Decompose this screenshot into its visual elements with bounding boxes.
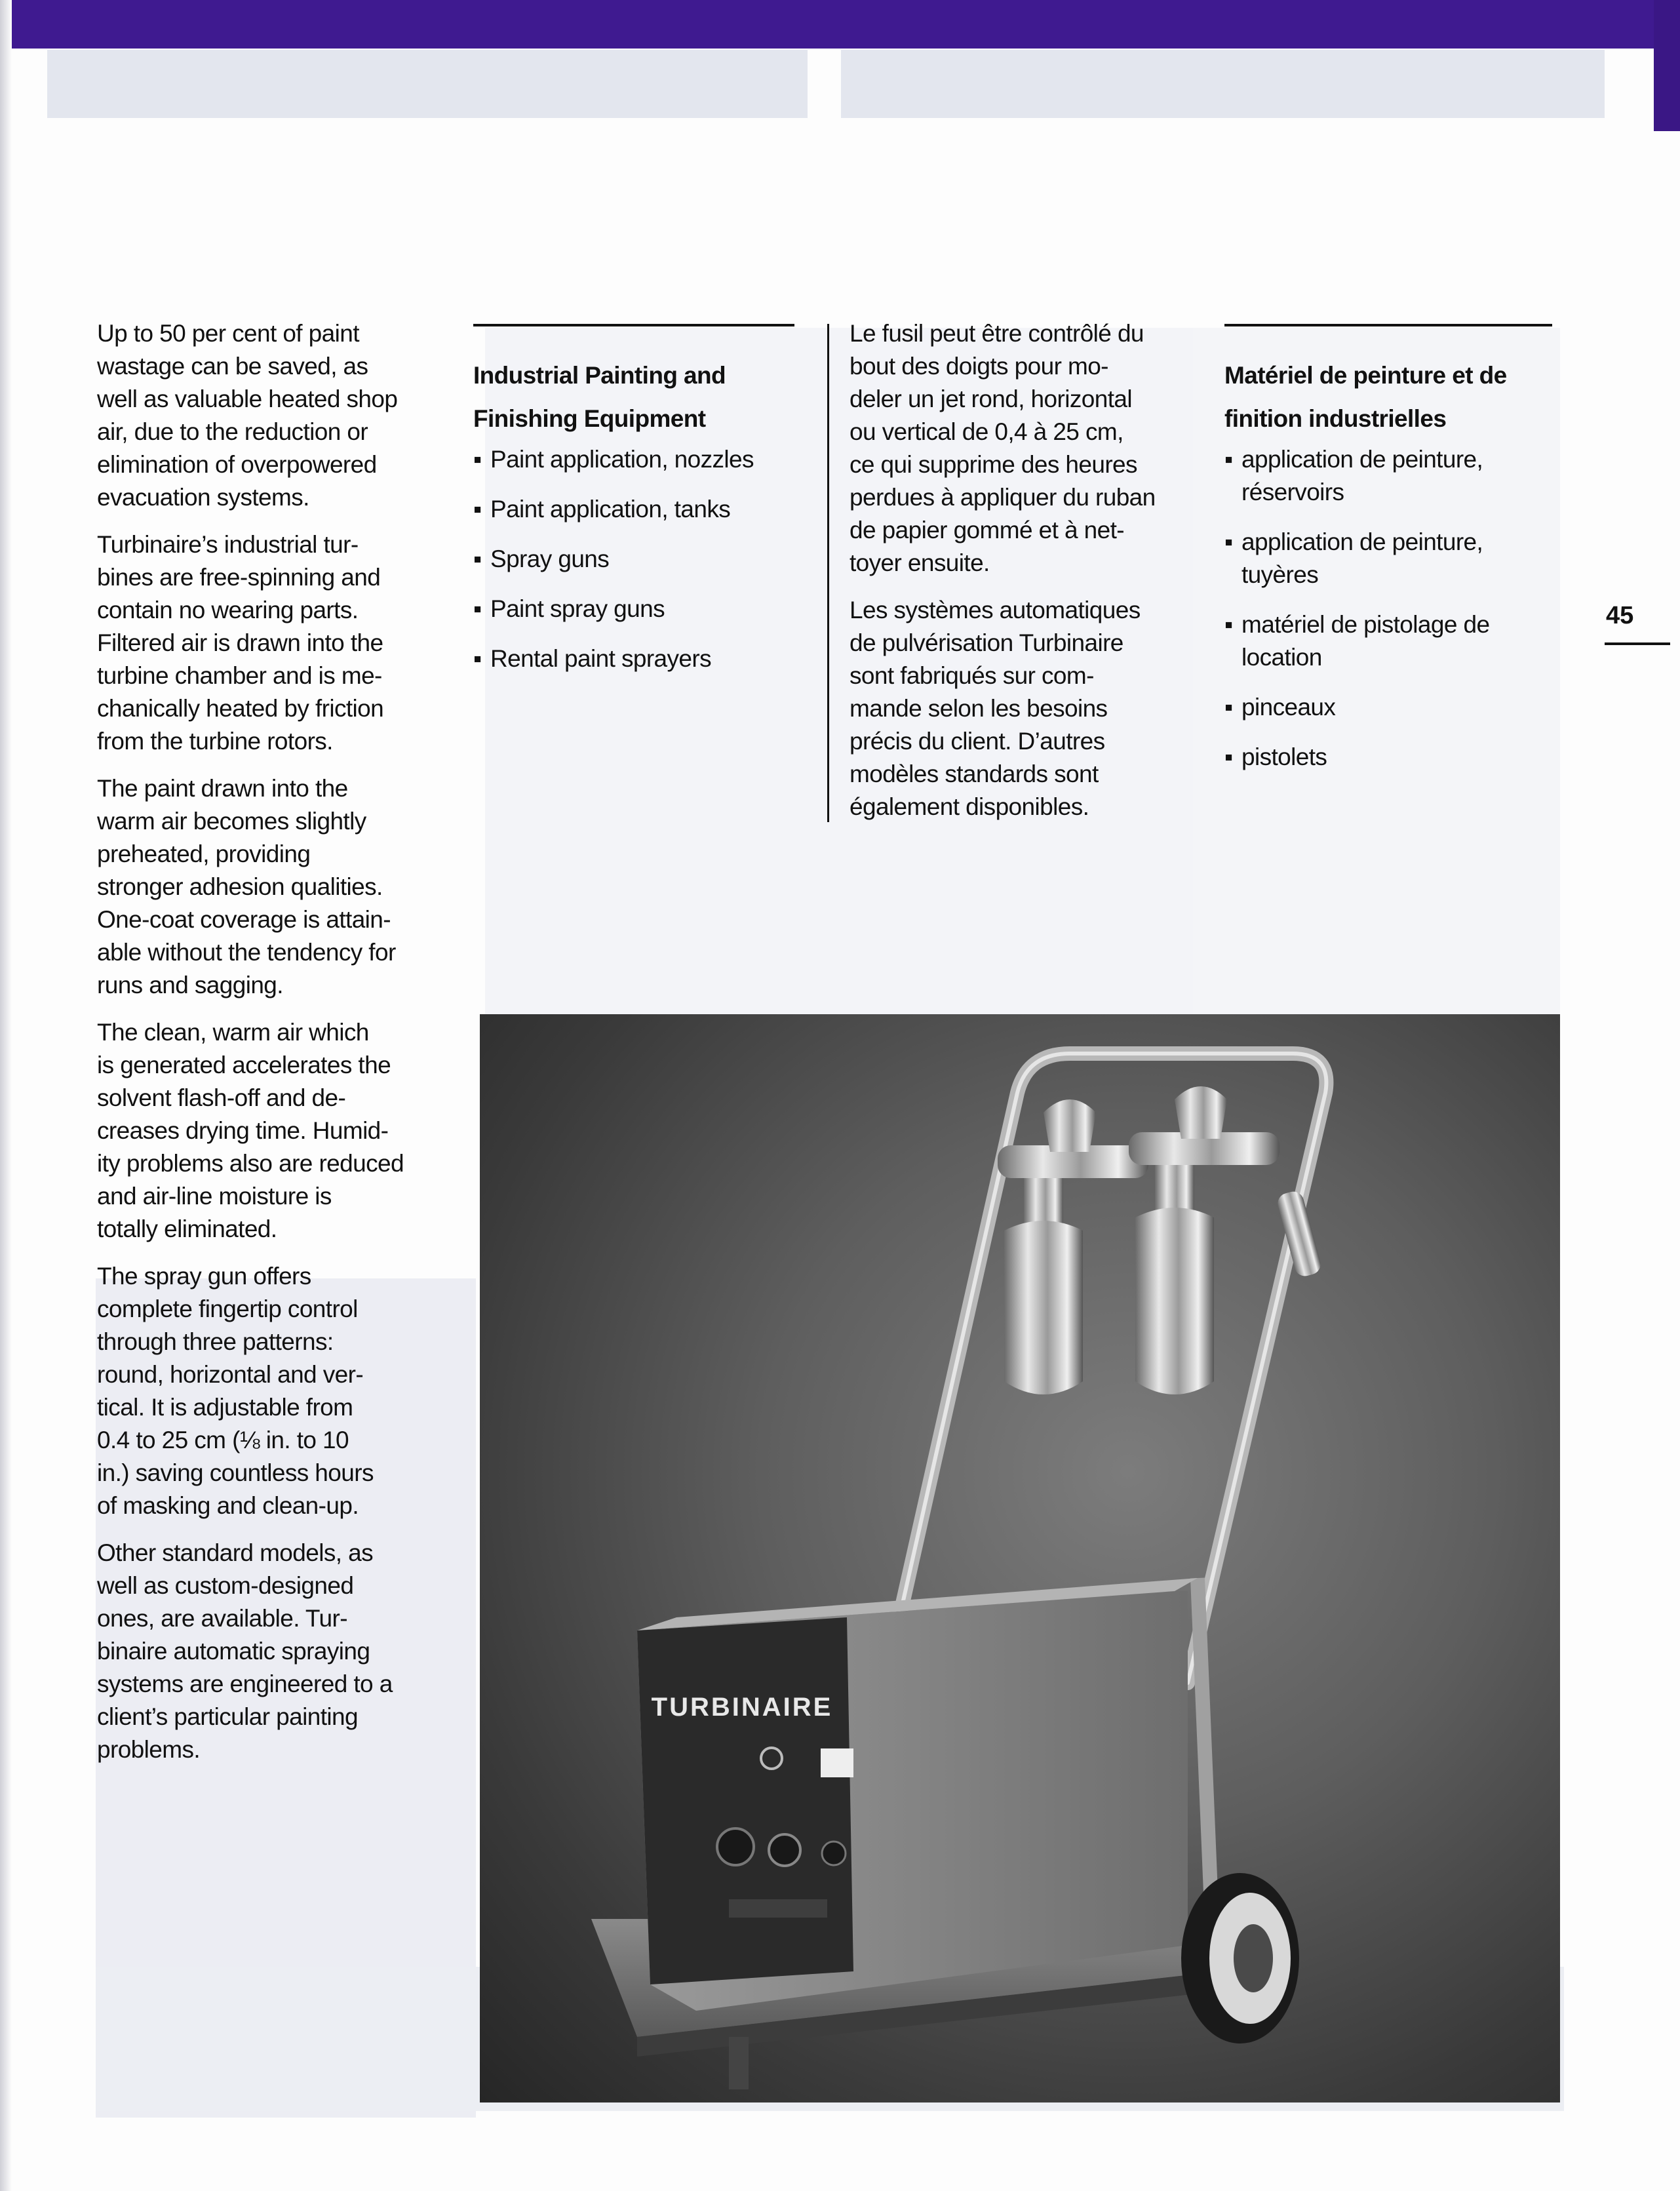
section-rule bbox=[473, 324, 794, 326]
column-divider bbox=[827, 324, 829, 822]
product-label: Spray guns bbox=[490, 545, 610, 572]
product-list-item bbox=[473, 543, 794, 576]
body-paragraph: Other standard models, as well as custom-designed ones, are available. Tur- binaire automatic spraying systems are engineered to a client’s particular painting problems. bbox=[97, 1539, 393, 1763]
product-label: Paint spray guns bbox=[490, 595, 665, 622]
bullet-icon: ▪ bbox=[1224, 528, 1233, 555]
bullet-icon: ▪ bbox=[473, 645, 482, 672]
english-products-column bbox=[473, 324, 794, 692]
control-knob-icon bbox=[717, 1828, 754, 1865]
products-heading: Industrial Painting and Finishing Equipment bbox=[473, 362, 726, 432]
spray-gun-right bbox=[1129, 1086, 1323, 1394]
product-list-item bbox=[473, 443, 794, 476]
product-list-item bbox=[473, 642, 794, 675]
products-heading: Matériel de peinture et de finition industrielles bbox=[1224, 362, 1507, 432]
nameplate bbox=[729, 1899, 827, 1918]
wheel bbox=[1181, 1873, 1299, 2043]
control-knob-icon bbox=[769, 1834, 800, 1866]
bullet-icon: ▪ bbox=[473, 496, 482, 523]
bullet-icon: ▪ bbox=[1224, 694, 1233, 720]
product-list-item bbox=[1224, 608, 1552, 674]
body-paragraph: Up to 50 per cent of paint wastage can be saved, as well as valuable heated shop air, due to the reduction or elimination of overpowered evacuation systems. bbox=[97, 320, 398, 511]
control-knob-icon bbox=[822, 1842, 846, 1865]
product-list-item bbox=[473, 593, 794, 625]
page-number: 45 bbox=[1606, 602, 1634, 629]
binding-shadow bbox=[0, 0, 12, 2191]
bullet-icon: ▪ bbox=[1224, 446, 1233, 473]
product-list-item bbox=[1224, 526, 1552, 591]
turbine-unit bbox=[637, 1578, 1198, 2011]
bullet-icon: ▪ bbox=[473, 595, 482, 622]
bullet-icon: ▪ bbox=[473, 446, 482, 473]
french-products-column bbox=[1224, 324, 1552, 791]
product-label: matériel de pistolage de location bbox=[1241, 611, 1490, 671]
bullet-icon: ▪ bbox=[1224, 611, 1233, 638]
product-label: pinceaux bbox=[1241, 694, 1336, 720]
body-paragraph: Les systèmes automatiques de pulvérisation Turbinaire sont fabriqués sur com- mande selon les besoins précis du client. D’autres modèles standards sont également disponibles. bbox=[850, 597, 1141, 820]
product-list-item bbox=[473, 493, 794, 526]
page-number-rule bbox=[1605, 642, 1670, 645]
english-body-column bbox=[97, 317, 425, 1781]
bullet-icon: ▪ bbox=[1224, 743, 1233, 770]
top-right-band bbox=[1654, 0, 1680, 131]
product-label: application de peinture, réservoirs bbox=[1241, 446, 1483, 505]
top-color-band bbox=[0, 0, 1680, 49]
product-label: application de peinture, tuyères bbox=[1241, 528, 1483, 588]
product-photo bbox=[480, 1014, 1560, 2102]
product-label: Paint application, nozzles bbox=[490, 446, 754, 473]
section-rule bbox=[1224, 324, 1552, 326]
show-through-header-left bbox=[47, 50, 808, 118]
body-paragraph: The clean, warm air which is generated accelerates the solvent flash-off and de- creases drying time. Humid- ity problems also are reduced and air-line moisture is totally eliminated. bbox=[97, 1019, 404, 1242]
body-paragraph: Turbinaire’s industrial tur- bines are free-spinning and contain no wearing parts. Filtered air is drawn into the turbine chamber and is me- chanically heated by friction from the turbine rotors. bbox=[97, 531, 384, 755]
product-label: Rental paint sprayers bbox=[490, 645, 712, 672]
spray-gun-left bbox=[998, 1099, 1148, 1394]
show-through-header-right bbox=[841, 50, 1605, 118]
bullet-icon: ▪ bbox=[473, 545, 482, 572]
product-list-item bbox=[1224, 691, 1552, 724]
flag-icon bbox=[821, 1748, 853, 1777]
product-label: Paint application, tanks bbox=[490, 496, 731, 523]
body-paragraph: The paint drawn into the warm air becomes slightly preheated, providing stronger adhesion qualities. One-coat coverage is attain- able without the tendency for runs and sagging. bbox=[97, 775, 396, 998]
turbinaire-sprayer-illustration bbox=[480, 1014, 1560, 2102]
brand-label: TURBINAIRE bbox=[651, 1693, 833, 1722]
product-list-item bbox=[1224, 443, 1552, 509]
body-paragraph: The spray gun offers complete fingertip control through three patterns: round, horizontal and ver- tical. It is adjustable from 0.4 to 25 cm (⅛ in. to 10 in.) saving countless hours of masking and clean-up. bbox=[97, 1263, 374, 1519]
body-paragraph: Le fusil peut être contrôlé du bout des doigts pour mo- deler un jet rond, horizontal ou vertical de 0,4 à 25 cm, ce qui supprime des heures perdues à appliquer du ruban de papier gommé et à net- toyer ensuite. bbox=[850, 320, 1156, 576]
french-body-column bbox=[850, 317, 1190, 838]
product-label: pistolets bbox=[1241, 743, 1327, 770]
product-list-item bbox=[1224, 741, 1552, 774]
